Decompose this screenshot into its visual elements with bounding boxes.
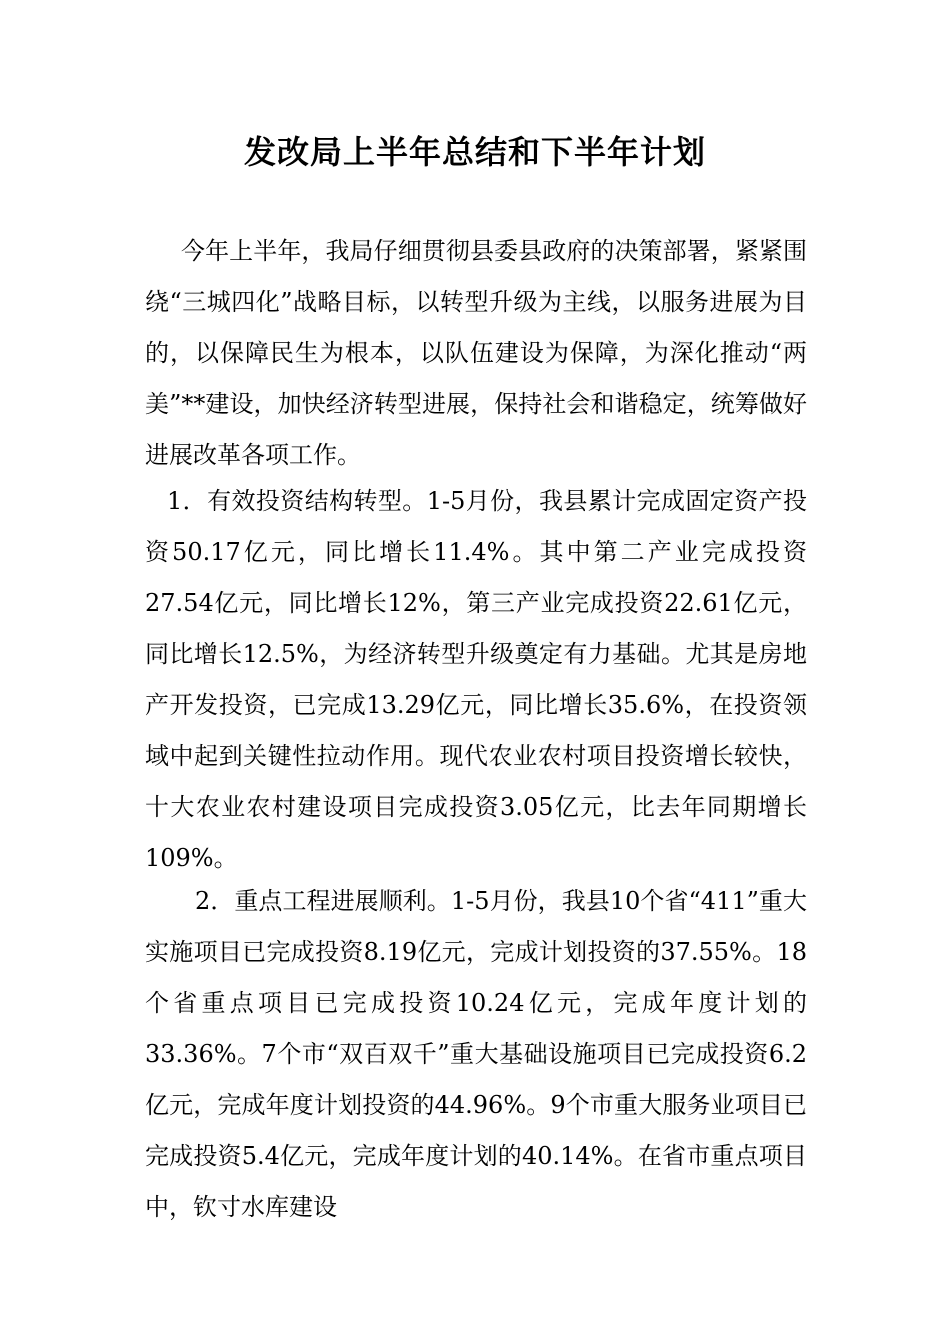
- paragraph-investment: 1．有效投资结构转型。1-5月份，我县累计完成固定资产投资50.17亿元，同比增长11.4%。其中第二产业完成投资27.54亿元，同比增长12%，第三产业完成投资22.61亿元，同比增长12.5%，为经济转型升级奠定有力基础。尤其是房地产开发投资，已完成13.29亿元，同比增长35.6%，在投资领域中起到关键性拉动作用。现代农业农村项目投资增长较快，十大农业农村建设项目完成投资3.05亿元，比去年同期增长109%。: [145, 487, 807, 872]
- paragraph-key-projects: 2．重点工程进展顺利。1-5月份，我县10个省“411”重大实施项目已完成投资8.19亿元，完成计划投资的37.55%。18个省重点项目已完成投资10.24亿元，完成年度计划的33.36%。7个市“双百双千”重大基础设施项目已完成投资6.2亿元，完成年度计划投资的44.96%。9个市重大服务业项目已完成投资5.4亿元，完成年度计划的40.14%。在省市重点项目中，钦寸水库建设: [145, 887, 807, 1221]
- document-title: 发改局上半年总结和下半年计划: [243, 133, 706, 171]
- paragraph-intro: 今年上半年，我局仔细贯彻县委县政府的决策部署，紧紧围绕“三城四化”战略目标，以转型升级为主线，以服务进展为目的，以保障民生为根本，以队伍建设为保障，为深化推动“两美”**建设，加快经济转型进展，保持社会和谐稳定，统筹做好进展改革各项工作。: [145, 237, 807, 469]
